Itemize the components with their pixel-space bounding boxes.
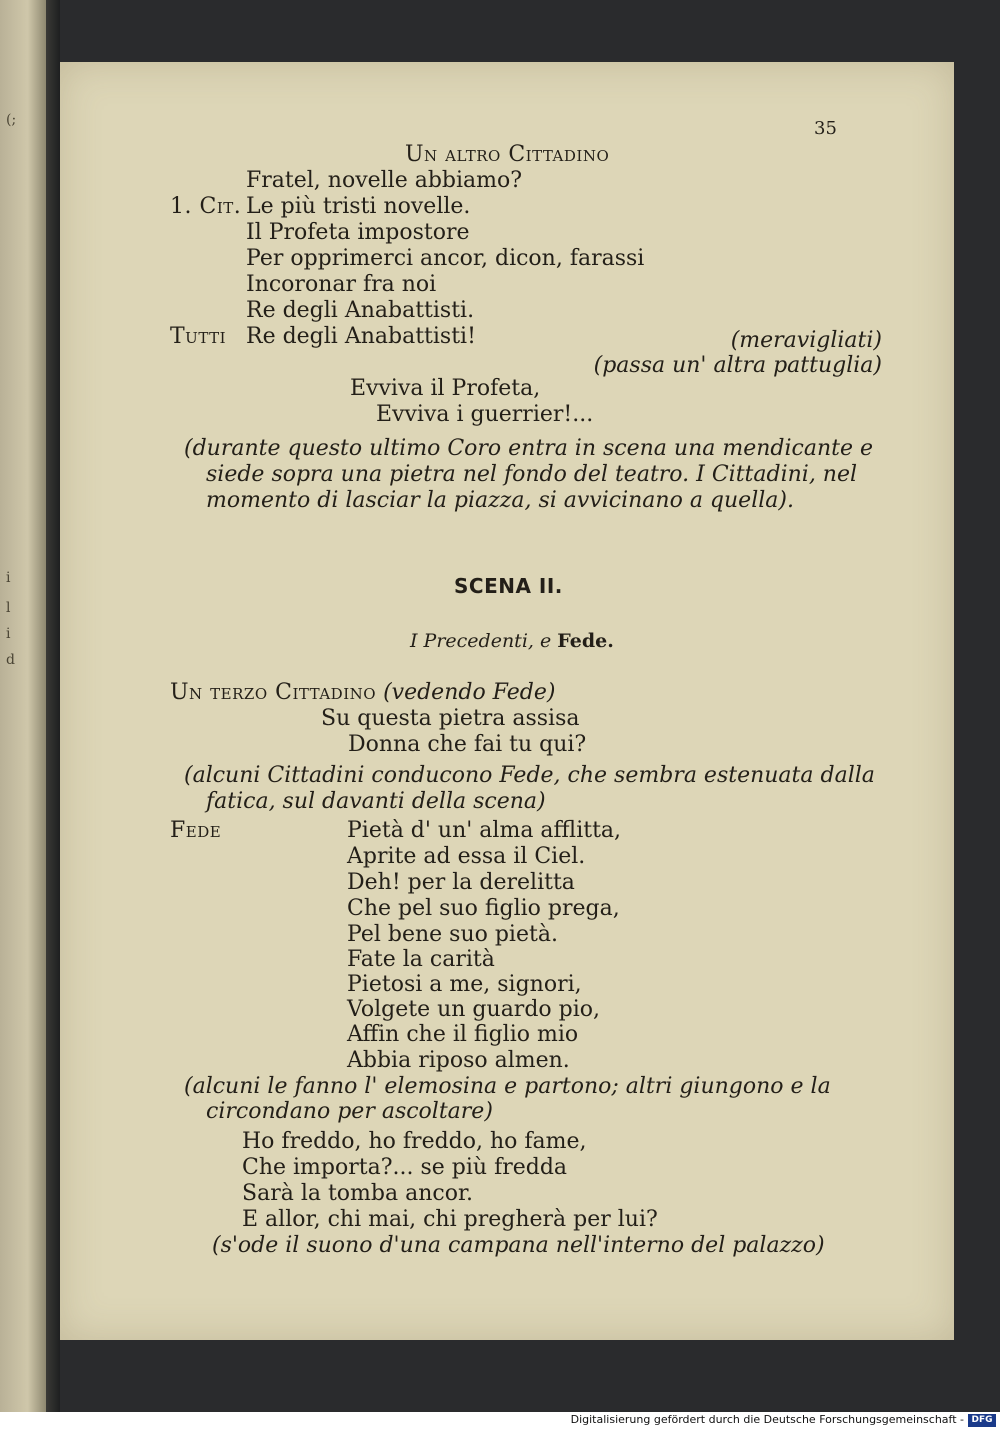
verse-line: Che importa?... se più fredda xyxy=(242,1155,568,1180)
stage-direction: (meravigliati) xyxy=(730,328,882,353)
page-number: 35 xyxy=(814,118,837,139)
stage-direction: (durante questo ultimo Coro entra in scena una mendicante e xyxy=(184,436,874,461)
footer-bar xyxy=(0,1412,1000,1430)
verse-line: E allor, chi mai, chi pregherà per lui? xyxy=(242,1207,658,1232)
edge-mark: d xyxy=(6,652,15,668)
verse-line: Abbia riposo almen. xyxy=(347,1048,570,1073)
verse-line: Evviva i guerrier!... xyxy=(376,402,594,427)
verse-line: Il Profeta impostore xyxy=(246,220,470,245)
scene-persons-conj: e xyxy=(539,630,552,652)
speaker-label: Un terzo Cittadino xyxy=(170,680,377,705)
verse-line: Volgete un guardo pio, xyxy=(347,997,600,1022)
scene-persons-italic: I Precedenti, xyxy=(410,630,534,652)
book-gutter xyxy=(46,0,60,1412)
footer-credit: Digitalisierung gefördert durch die Deutsche Forschungsgemeinschaft - xyxy=(570,1413,964,1426)
verse-line: Sarà la tomba ancor. xyxy=(242,1181,474,1206)
scene-title: SCENA II. xyxy=(454,574,563,598)
verse-line: Pel bene suo pietà. xyxy=(347,922,558,947)
verse-line: Aprite ad essa il Ciel. xyxy=(347,844,586,869)
verse-line: Le più tristi novelle. xyxy=(246,194,471,219)
stage-direction: (alcuni Cittadini conducono Fede, che sembra estenuata dalla xyxy=(184,763,875,788)
edge-mark: l xyxy=(6,600,11,616)
speaker-line xyxy=(170,680,555,706)
verse-line: Che pel suo figlio prega, xyxy=(347,896,620,921)
verse-line: Evviva il Profeta, xyxy=(350,376,541,401)
verse-line: Ho freddo, ho freddo, ho fame, xyxy=(242,1129,587,1154)
verse-line: Re degli Anabattisti! xyxy=(246,324,476,349)
edge-mark: i xyxy=(6,626,11,642)
stage-direction: (passa un' altra pattuglia) xyxy=(593,353,882,378)
verse-line: Pietosi a me, signori, xyxy=(347,972,582,997)
stage-direction: circondano per ascoltare) xyxy=(206,1099,493,1124)
speaker-label: Fede xyxy=(170,818,222,843)
verse-line: Incoronar fra noi xyxy=(246,272,437,297)
verse-line: Fratel, novelle abbiamo? xyxy=(246,168,523,193)
verse-line: Deh! per la derelitta xyxy=(347,870,575,895)
verse-line: Re degli Anabattisti. xyxy=(246,298,475,323)
speaker-label: Tutti xyxy=(170,324,227,349)
stage-direction: fatica, sul davanti della scena) xyxy=(206,789,546,814)
speaker-heading: Un altro Cittadino xyxy=(405,142,610,167)
scene-persons-bold: Fede. xyxy=(557,630,614,652)
previous-page-edge xyxy=(0,0,46,1412)
speaker-label: 1. Cit. xyxy=(170,194,242,219)
verse-line: Per opprimerci ancor, dicon, farassi xyxy=(246,246,645,271)
stage-direction: (vedendo Fede) xyxy=(383,680,556,705)
edge-mark: i xyxy=(6,570,11,586)
stage-direction: siede sopra una pietra nel fondo del teatro. I Cittadini, nel xyxy=(206,462,858,487)
edge-mark: (; xyxy=(6,112,17,128)
verse-line: Su questa pietra assisa xyxy=(321,706,580,731)
verse-line: Fate la carità xyxy=(347,947,495,972)
scene-persons xyxy=(410,628,614,654)
book-page xyxy=(60,62,954,1340)
verse-line: Pietà d' un' alma afflitta, xyxy=(347,818,622,843)
verse-line: Donna che fai tu qui? xyxy=(348,732,587,757)
dfg-logo: DFG xyxy=(968,1414,996,1427)
stage-direction: (s'ode il suono d'una campana nell'interno del palazzo) xyxy=(212,1233,825,1258)
verse-line: Affin che il figlio mio xyxy=(347,1022,579,1047)
stage-direction: (alcuni le fanno l' elemosina e partono; altri giungono e la xyxy=(184,1074,831,1099)
stage-direction: momento di lasciar la piazza, si avvicinano a quella). xyxy=(206,488,794,513)
